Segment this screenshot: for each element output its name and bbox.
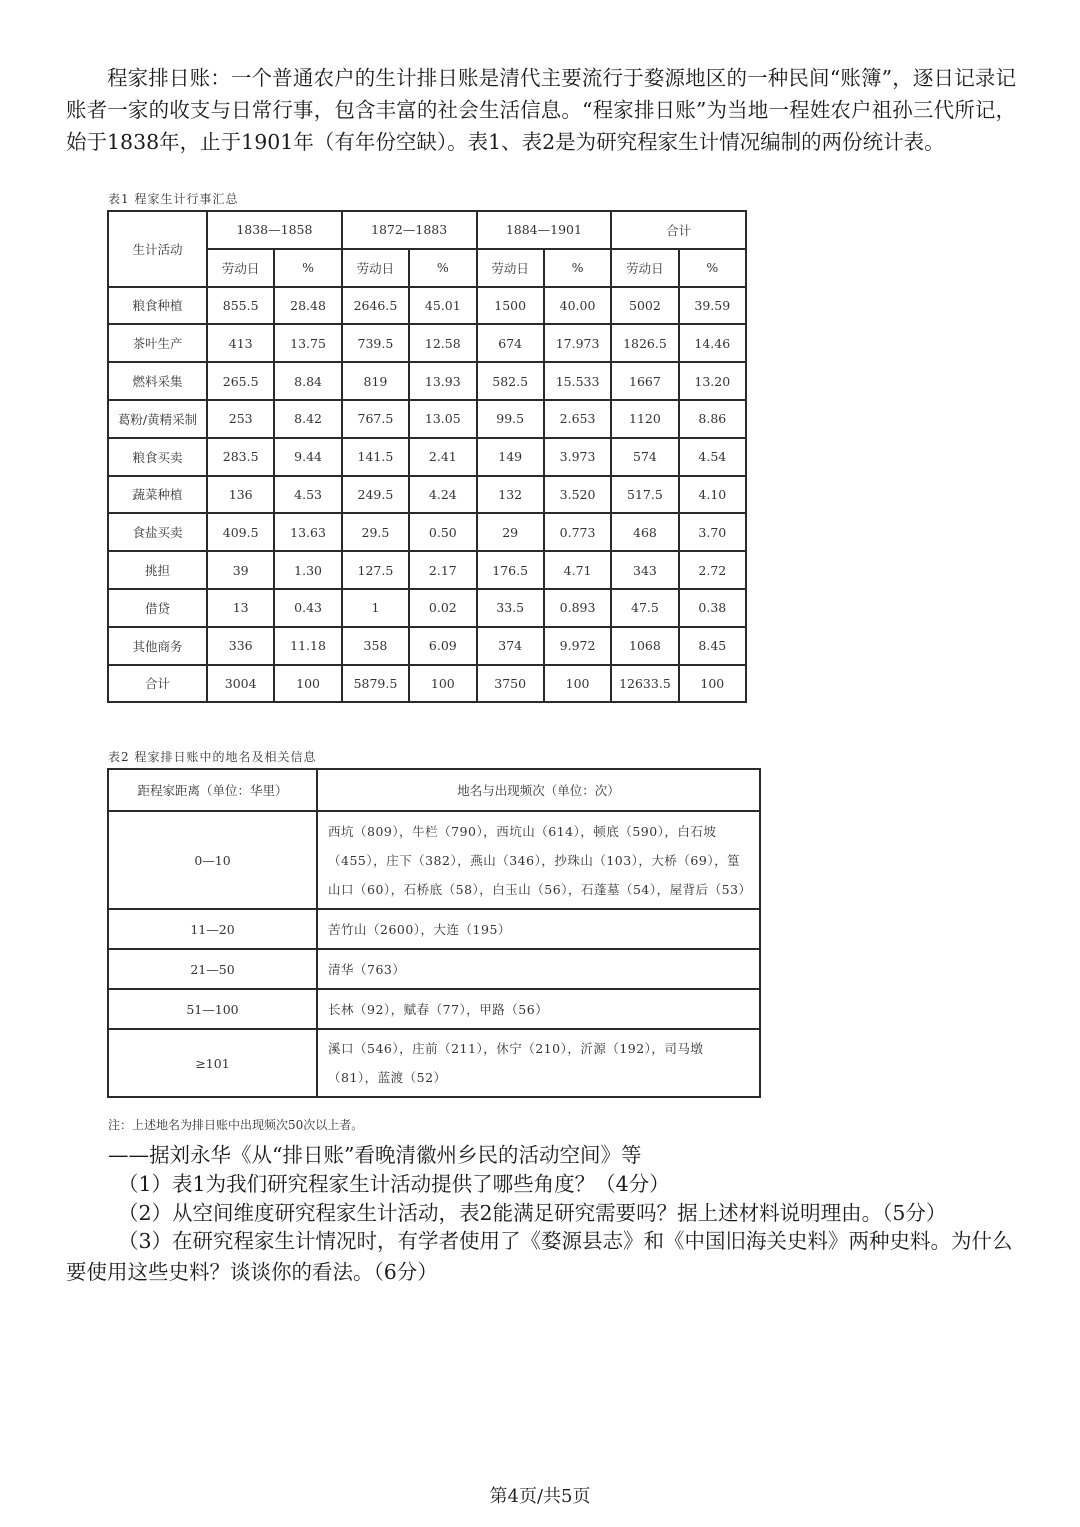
percent-cell: 100 — [409, 665, 476, 703]
question-2: （2）从空间维度研究程家生计活动，表2能满足研究需要吗？据上述材料说明理由。（5分） — [118, 1201, 947, 1225]
activity-cell: 蔬菜种植 — [108, 476, 207, 514]
places-cell: 西坑（809），牛栏（790），西坑山（614），顿底（590），白石坡（455），庄下（382），燕山（346），抄珠山（103），大桥（69），篁山口（60），石桥底（58），白玉山（56），石蓬墓（54），屋背后（53） — [317, 811, 760, 909]
percent-cell: 13.93 — [409, 362, 476, 400]
period-header: 合计 — [611, 211, 746, 249]
percent-cell: 0.38 — [679, 589, 746, 627]
percent-cell: 4.53 — [274, 476, 341, 514]
labor-days-cell: 767.5 — [342, 400, 409, 438]
question-1: （1）表1为我们研究程家生计活动提供了哪些角度？（4分） — [118, 1172, 670, 1196]
percent-cell: 0.773 — [544, 513, 611, 551]
period-header: 1838—1858 — [207, 211, 342, 249]
percent-cell: 3.973 — [544, 438, 611, 476]
places-cell: 溪口（546），庄前（211），休宁（210），沂源（192），司马墩（81），蓝渡（52） — [317, 1029, 760, 1097]
percent-cell: 8.84 — [274, 362, 341, 400]
activity-cell: 粮食买卖 — [108, 438, 207, 476]
activity-cell: 食盐买卖 — [108, 513, 207, 551]
percent-cell: 4.24 — [409, 476, 476, 514]
labor-days-cell: 358 — [342, 627, 409, 665]
percent-cell: 4.71 — [544, 551, 611, 589]
labor-days-cell: 582.5 — [477, 362, 544, 400]
question-3: （3）在研究程家生计情况时，有学者使用了《婺源县志》和《中国旧海关史料》两种史料。为什么要使用这些史料？谈谈你的看法。（6分） — [66, 1229, 1013, 1284]
sub-header: % — [274, 249, 341, 287]
table2-body — [108, 811, 760, 1097]
labor-days-cell: 674 — [477, 324, 544, 362]
percent-cell: 13.20 — [679, 362, 746, 400]
table-row — [108, 909, 760, 949]
percent-cell: 0.893 — [544, 589, 611, 627]
labor-days-cell: 574 — [611, 438, 678, 476]
table2-note: 注：上述地名为排日账中出现频次50次以上者。 — [108, 1118, 364, 1132]
labor-days-cell: 136 — [207, 476, 274, 514]
table-row — [108, 665, 746, 703]
percent-cell: 2.653 — [544, 400, 611, 438]
percent-cell: 4.54 — [679, 438, 746, 476]
labor-days-cell: 336 — [207, 627, 274, 665]
percent-cell: 39.59 — [679, 287, 746, 325]
labor-days-cell: 249.5 — [342, 476, 409, 514]
percent-cell: 14.46 — [679, 324, 746, 362]
percent-cell: 9.972 — [544, 627, 611, 665]
labor-days-cell: 5879.5 — [342, 665, 409, 703]
labor-days-cell: 1667 — [611, 362, 678, 400]
labor-days-cell: 5002 — [611, 287, 678, 325]
table2-caption: 表2 程家排日账中的地名及相关信息 — [108, 750, 317, 764]
places-cell: 长林（92），赋春（77），甲路（56） — [317, 989, 760, 1029]
percent-cell: 0.02 — [409, 589, 476, 627]
activity-cell: 借贷 — [108, 589, 207, 627]
period-header: 1884—1901 — [477, 211, 612, 249]
places-cell: 清华（763） — [317, 949, 760, 989]
sub-header: 劳动日 — [342, 249, 409, 287]
labor-days-cell: 47.5 — [611, 589, 678, 627]
sub-header: % — [544, 249, 611, 287]
percent-cell: 3.70 — [679, 513, 746, 551]
distance-cell: 21—50 — [108, 949, 317, 989]
activity-cell: 挑担 — [108, 551, 207, 589]
labor-days-cell: 739.5 — [342, 324, 409, 362]
distance-cell: 0—10 — [108, 811, 317, 909]
percent-cell: 0.50 — [409, 513, 476, 551]
labor-days-cell: 127.5 — [342, 551, 409, 589]
percent-cell: 13.75 — [274, 324, 341, 362]
labor-days-cell: 13 — [207, 589, 274, 627]
labor-days-cell: 1826.5 — [611, 324, 678, 362]
activity-cell: 合计 — [108, 665, 207, 703]
table-row — [108, 811, 760, 909]
percent-cell: 8.42 — [274, 400, 341, 438]
labor-days-cell: 409.5 — [207, 513, 274, 551]
places-cell: 苦竹山（2600），大连（195） — [317, 909, 760, 949]
labor-days-cell: 176.5 — [477, 551, 544, 589]
sub-header: 劳动日 — [207, 249, 274, 287]
distance-header: 距程家距离（单位：华里） — [108, 769, 317, 811]
percent-cell: 45.01 — [409, 287, 476, 325]
labor-days-cell: 468 — [611, 513, 678, 551]
percent-cell: 8.45 — [679, 627, 746, 665]
percent-cell: 100 — [544, 665, 611, 703]
labor-days-cell: 141.5 — [342, 438, 409, 476]
activity-cell: 葛粉/黄精采制 — [108, 400, 207, 438]
percent-cell: 28.48 — [274, 287, 341, 325]
labor-days-cell: 1500 — [477, 287, 544, 325]
source-citation: ——据刘永华《从“排日账”看晚清徽州乡民的活动空间》等 — [108, 1143, 642, 1167]
percent-cell: 17.973 — [544, 324, 611, 362]
labor-days-cell: 3750 — [477, 665, 544, 703]
labor-days-cell: 517.5 — [611, 476, 678, 514]
table1 — [107, 210, 747, 703]
table-row — [108, 627, 746, 665]
intro-paragraph: 程家排日账：一个普通农户的生计排日账是清代主要流行于婺源地区的一种民间“账簿”，逐日记录记账者一家的收支与日常行事，包含丰富的社会生活信息。“程家排日账”为当地一程姓农户祖孙三代所记，始于1838年，止于1901年（有年份空缺）。表1、表2是为研究程家生计情况编制的两份统计表。 — [66, 66, 1016, 154]
sub-header: 劳动日 — [477, 249, 544, 287]
percent-cell: 9.44 — [274, 438, 341, 476]
labor-days-cell: 29 — [477, 513, 544, 551]
labor-days-cell: 12633.5 — [611, 665, 678, 703]
labor-days-cell: 1 — [342, 589, 409, 627]
table-row — [108, 989, 760, 1029]
percent-cell: 100 — [679, 665, 746, 703]
labor-days-cell: 265.5 — [207, 362, 274, 400]
percent-cell: 2.17 — [409, 551, 476, 589]
page-footer: 第4页/共5页 — [489, 1486, 591, 1507]
percent-cell: 4.10 — [679, 476, 746, 514]
percent-cell: 6.09 — [409, 627, 476, 665]
labor-days-cell: 413 — [207, 324, 274, 362]
activity-cell: 其他商务 — [108, 627, 207, 665]
percent-cell: 100 — [274, 665, 341, 703]
percent-cell: 13.05 — [409, 400, 476, 438]
table-row — [108, 362, 746, 400]
table1-caption: 表1 程家生计行事汇总 — [108, 192, 239, 206]
labor-days-cell: 253 — [207, 400, 274, 438]
table-row — [108, 1029, 760, 1097]
labor-days-cell: 99.5 — [477, 400, 544, 438]
activity-cell: 粮食种植 — [108, 287, 207, 325]
table1-row-header: 生计活动 — [108, 211, 207, 287]
distance-cell: 51—100 — [108, 989, 317, 1029]
table-row — [108, 400, 746, 438]
table-row — [108, 589, 746, 627]
table-row — [108, 513, 746, 551]
distance-cell: 11—20 — [108, 909, 317, 949]
percent-cell: 2.72 — [679, 551, 746, 589]
table2 — [107, 768, 761, 1098]
table-row — [108, 949, 760, 989]
percent-cell: 11.18 — [274, 627, 341, 665]
sub-header: 劳动日 — [611, 249, 678, 287]
percent-cell: 8.86 — [679, 400, 746, 438]
percent-cell: 3.520 — [544, 476, 611, 514]
percent-cell: 40.00 — [544, 287, 611, 325]
labor-days-cell: 1068 — [611, 627, 678, 665]
labor-days-cell: 819 — [342, 362, 409, 400]
distance-cell: ≥101 — [108, 1029, 317, 1097]
period-header: 1872—1883 — [342, 211, 477, 249]
percent-cell: 2.41 — [409, 438, 476, 476]
activity-cell: 茶叶生产 — [108, 324, 207, 362]
labor-days-cell: 3004 — [207, 665, 274, 703]
labor-days-cell: 374 — [477, 627, 544, 665]
activity-cell: 燃料采集 — [108, 362, 207, 400]
table-row — [108, 324, 746, 362]
labor-days-cell: 33.5 — [477, 589, 544, 627]
table-row — [108, 476, 746, 514]
sub-header: % — [409, 249, 476, 287]
percent-cell: 15.533 — [544, 362, 611, 400]
labor-days-cell: 2646.5 — [342, 287, 409, 325]
labor-days-cell: 29.5 — [342, 513, 409, 551]
labor-days-cell: 343 — [611, 551, 678, 589]
labor-days-cell: 1120 — [611, 400, 678, 438]
percent-cell: 0.43 — [274, 589, 341, 627]
percent-cell: 12.58 — [409, 324, 476, 362]
places-header: 地名与出现频次（单位：次） — [317, 769, 760, 811]
labor-days-cell: 149 — [477, 438, 544, 476]
table-row — [108, 438, 746, 476]
labor-days-cell: 855.5 — [207, 287, 274, 325]
labor-days-cell: 132 — [477, 476, 544, 514]
table1-body — [108, 287, 746, 703]
percent-cell: 1.30 — [274, 551, 341, 589]
sub-header: % — [679, 249, 746, 287]
table-row — [108, 287, 746, 325]
table-row — [108, 551, 746, 589]
labor-days-cell: 39 — [207, 551, 274, 589]
percent-cell: 13.63 — [274, 513, 341, 551]
labor-days-cell: 283.5 — [207, 438, 274, 476]
